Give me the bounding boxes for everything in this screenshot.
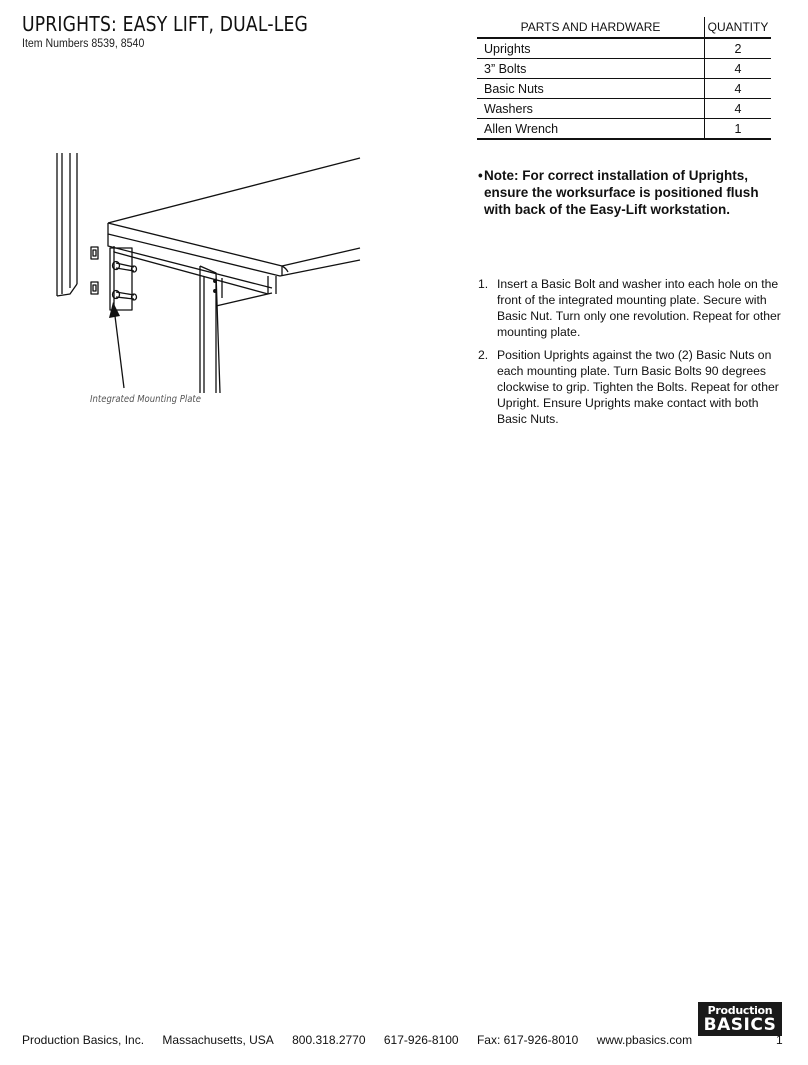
part-quantity: 4 [705,99,772,119]
footer-company: Production Basics, Inc. [22,1033,145,1047]
footer-phone: 617-926-8100 [383,1033,459,1047]
table-row [477,59,771,79]
table-row [477,38,771,59]
item-numbers: Item Numbers 8539, 8540 [22,38,145,50]
part-name: Uprights [477,38,705,59]
page-title: UPRIGHTS: EASY LIFT, DUAL-LEG [22,12,309,36]
instruction-steps [478,276,788,434]
footer-location: Massachusetts, USA [162,1033,274,1047]
footer-website: www.pbasics.com [596,1033,693,1047]
table-row [477,79,771,99]
parts-table [477,17,771,140]
part-name: Allen Wrench [477,119,705,140]
column-header-parts: PARTS AND HARDWARE [477,17,705,38]
footer-phone-tollfree: 800.318.2770 [292,1033,366,1047]
column-header-quantity: QUANTITY [705,17,772,38]
assembly-illustration [50,148,370,393]
part-quantity: 2 [705,38,772,59]
page-number: 1 [776,1033,783,1047]
table-header-row [477,17,771,38]
list-item [478,276,788,340]
step-text: Insert a Basic Bolt and washer into each hole on the front of the integrated mounting plate. Secure with Basic Nut. Turn only one revolution. Repeat for other mounting plate. [497,277,781,339]
part-name: Washers [477,99,705,119]
installation-note [478,167,788,218]
note-text: Note: For correct installation of Uprights, ensure the worksurface is positioned flush with back of the Easy-Lift workstation. [484,168,759,217]
step-number: 2. [478,348,489,362]
callout-arrow [109,302,124,388]
part-name: Basic Nuts [477,79,705,99]
part-quantity: 4 [705,59,772,79]
footer-fax: Fax: 617-926-8010 [476,1033,579,1047]
logo-line-1: Production [707,1004,773,1017]
step-number: 1. [478,277,489,291]
worksurface [108,158,360,276]
table-row [477,119,771,140]
step-text: Position Uprights against the two (2) Basic Nuts on each mounting plate. Turn Basic Bolts 90 degrees clockwise to grip. Tighten the Bolts. Repeat for other Upright. Ensure Uprights make contact with both Basic Nuts. [497,348,779,426]
table-row [477,99,771,119]
figure-caption: Integrated Mounting Plate [90,394,201,405]
part-name: 3” Bolts [477,59,705,79]
mounting-plate [110,248,132,310]
list-item [478,347,788,427]
part-quantity: 1 [705,119,772,140]
upright-post [57,153,77,296]
note-bullet: • [478,168,483,183]
logo-line-2: BASICS [703,1015,777,1035]
part-quantity: 4 [705,79,772,99]
brand-logo [698,1002,782,1036]
page-footer [22,1033,707,1047]
